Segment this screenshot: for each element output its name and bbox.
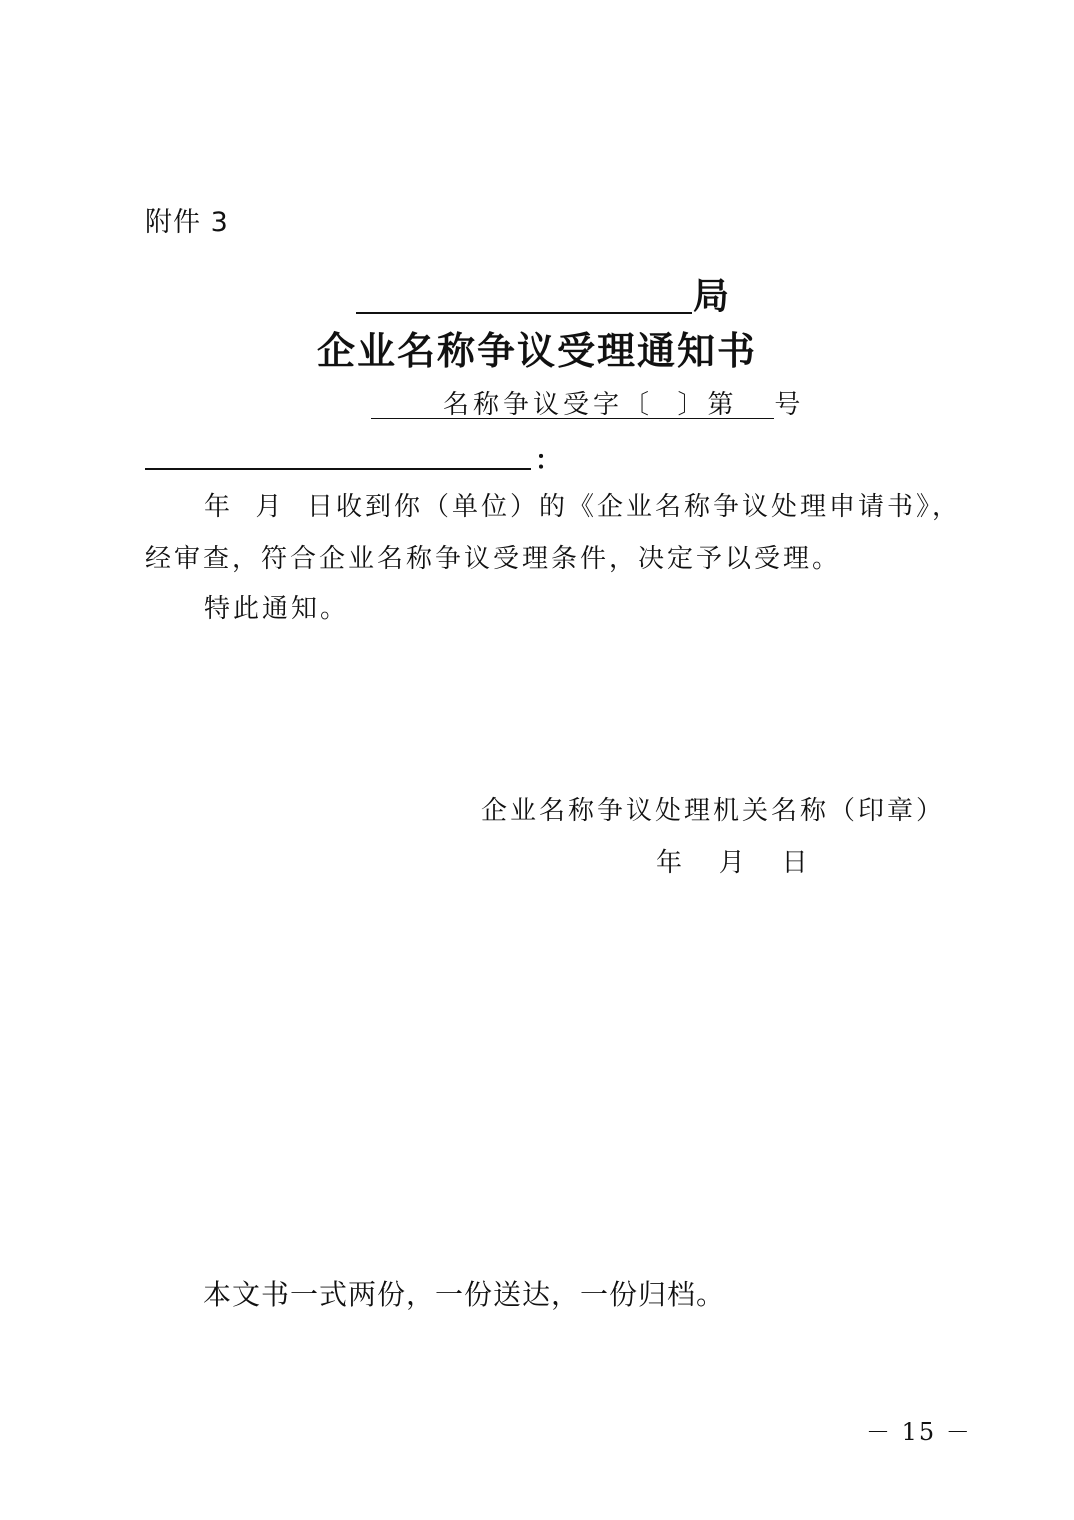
issuing-authority: 企业名称争议处理机关名称（印章） [481,796,946,826]
bureau-suffix: 局 [693,275,730,317]
page-number: － 15 － [866,1418,972,1446]
footnote: 本文书一式两份，一份送达，一份归档。 [203,1278,726,1311]
doc-number: 名称争议受字〔 〕第 号 [443,390,805,420]
document-title: 企业名称争议受理通知书 [316,328,757,373]
body-line-2: 经审查，符合企业名称争议受理条件，决定予以受理。 [145,544,842,574]
body-line-1: 年 月 日收到你（单位）的《企业名称争议处理申请书》， [204,492,962,522]
body-line-3: 特此通知。 [204,594,350,624]
issue-date: 年 月 日 [656,848,811,878]
attachment-label: 附件 3 [145,207,229,238]
addressee-blank [145,436,531,470]
bureau-name-blank [356,272,692,314]
addressee-colon: ： [535,446,562,476]
